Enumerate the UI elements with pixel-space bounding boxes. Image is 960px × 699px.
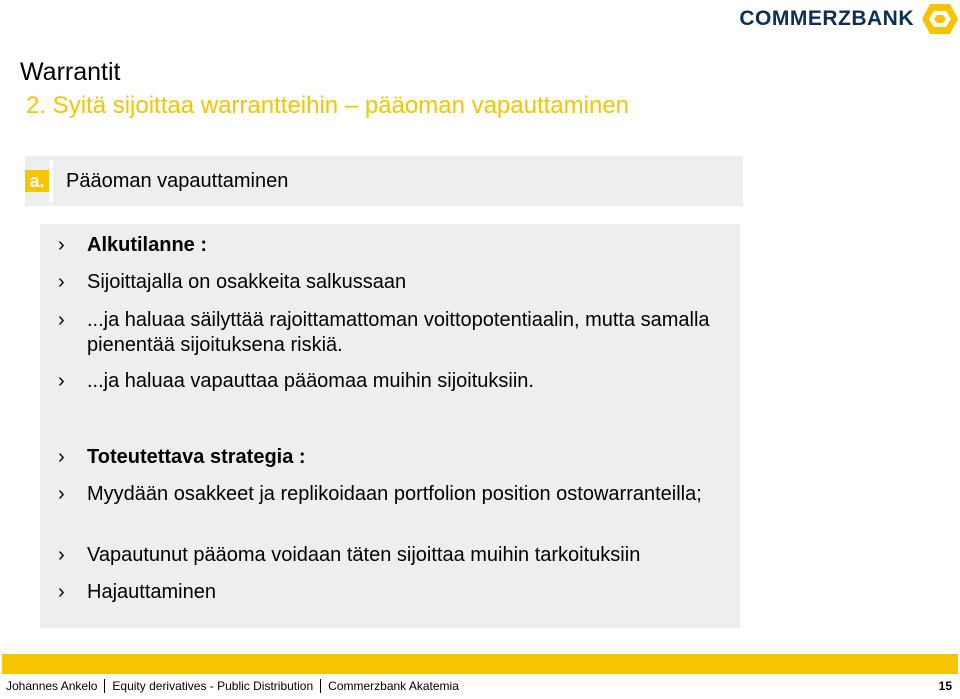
list-item — [58, 369, 738, 394]
bullet-chevron-icon: › — [58, 271, 65, 293]
page-title: Warrantit — [20, 58, 121, 86]
bullet-chevron-icon: › — [58, 370, 65, 392]
bullet-chevron-icon: › — [58, 234, 65, 256]
bullet-chevron-icon: › — [58, 309, 65, 331]
bullet-text: Vapautunut pääoma voidaan täten sijoittaa muihin tarkoituksiin — [87, 544, 641, 566]
bullet-chevron-icon: › — [58, 446, 65, 468]
commerzbank-ribbon-icon — [922, 2, 958, 36]
footer-separator — [104, 679, 105, 693]
bullet-text: Hajauttaminen — [87, 581, 216, 603]
list-item — [58, 233, 738, 258]
bullet-text: ...ja haluaa vapauttaa pääomaa muihin sijoituksiin. — [87, 370, 534, 392]
footer-org: Commerzbank Akatemia — [328, 679, 459, 693]
bullet-text: Alkutilanne : — [87, 234, 208, 256]
section-header — [25, 156, 743, 206]
section-title: Pääoman vapauttaminen — [66, 170, 289, 192]
footer-accent-bar — [2, 654, 958, 674]
bullet-text: ...ja haluaa säilyttää rajoittamattoman voittopotentiaalin, mutta samalla pienentää sijoituksena riskiä. — [87, 309, 710, 356]
list-item — [58, 445, 738, 470]
footer-separator — [320, 679, 321, 693]
bullet-text: Toteutettava strategia : — [87, 446, 306, 468]
bullet-chevron-icon: › — [58, 544, 65, 566]
list-item — [58, 308, 738, 358]
bullet-text: Myydään osakkeet ja replikoidaan portfolion position ostowarranteilla; — [87, 483, 702, 505]
list-item — [58, 580, 738, 605]
bullet-chevron-icon: › — [58, 581, 65, 603]
list-item — [58, 543, 738, 568]
list-item — [58, 270, 738, 295]
footer-author: Johannes Ankelo — [6, 679, 98, 693]
page-number: 15 — [938, 679, 952, 693]
bullet-chevron-icon: › — [58, 483, 65, 505]
footer-topic: Equity derivatives - Public Distribution — [112, 679, 314, 693]
section-letter-badge: a. — [25, 170, 49, 192]
footer — [2, 676, 958, 696]
logo-wordmark: COMMERZBANK — [739, 7, 914, 30]
bullet-text: Sijoittajalla on osakkeita salkussaan — [87, 271, 407, 293]
list-item — [58, 482, 738, 507]
section-divider — [49, 160, 53, 202]
page-subtitle: 2. Syitä sijoittaa warrantteihin – pääoman vapauttaminen — [26, 92, 630, 119]
commerzbank-logo — [739, 2, 958, 36]
